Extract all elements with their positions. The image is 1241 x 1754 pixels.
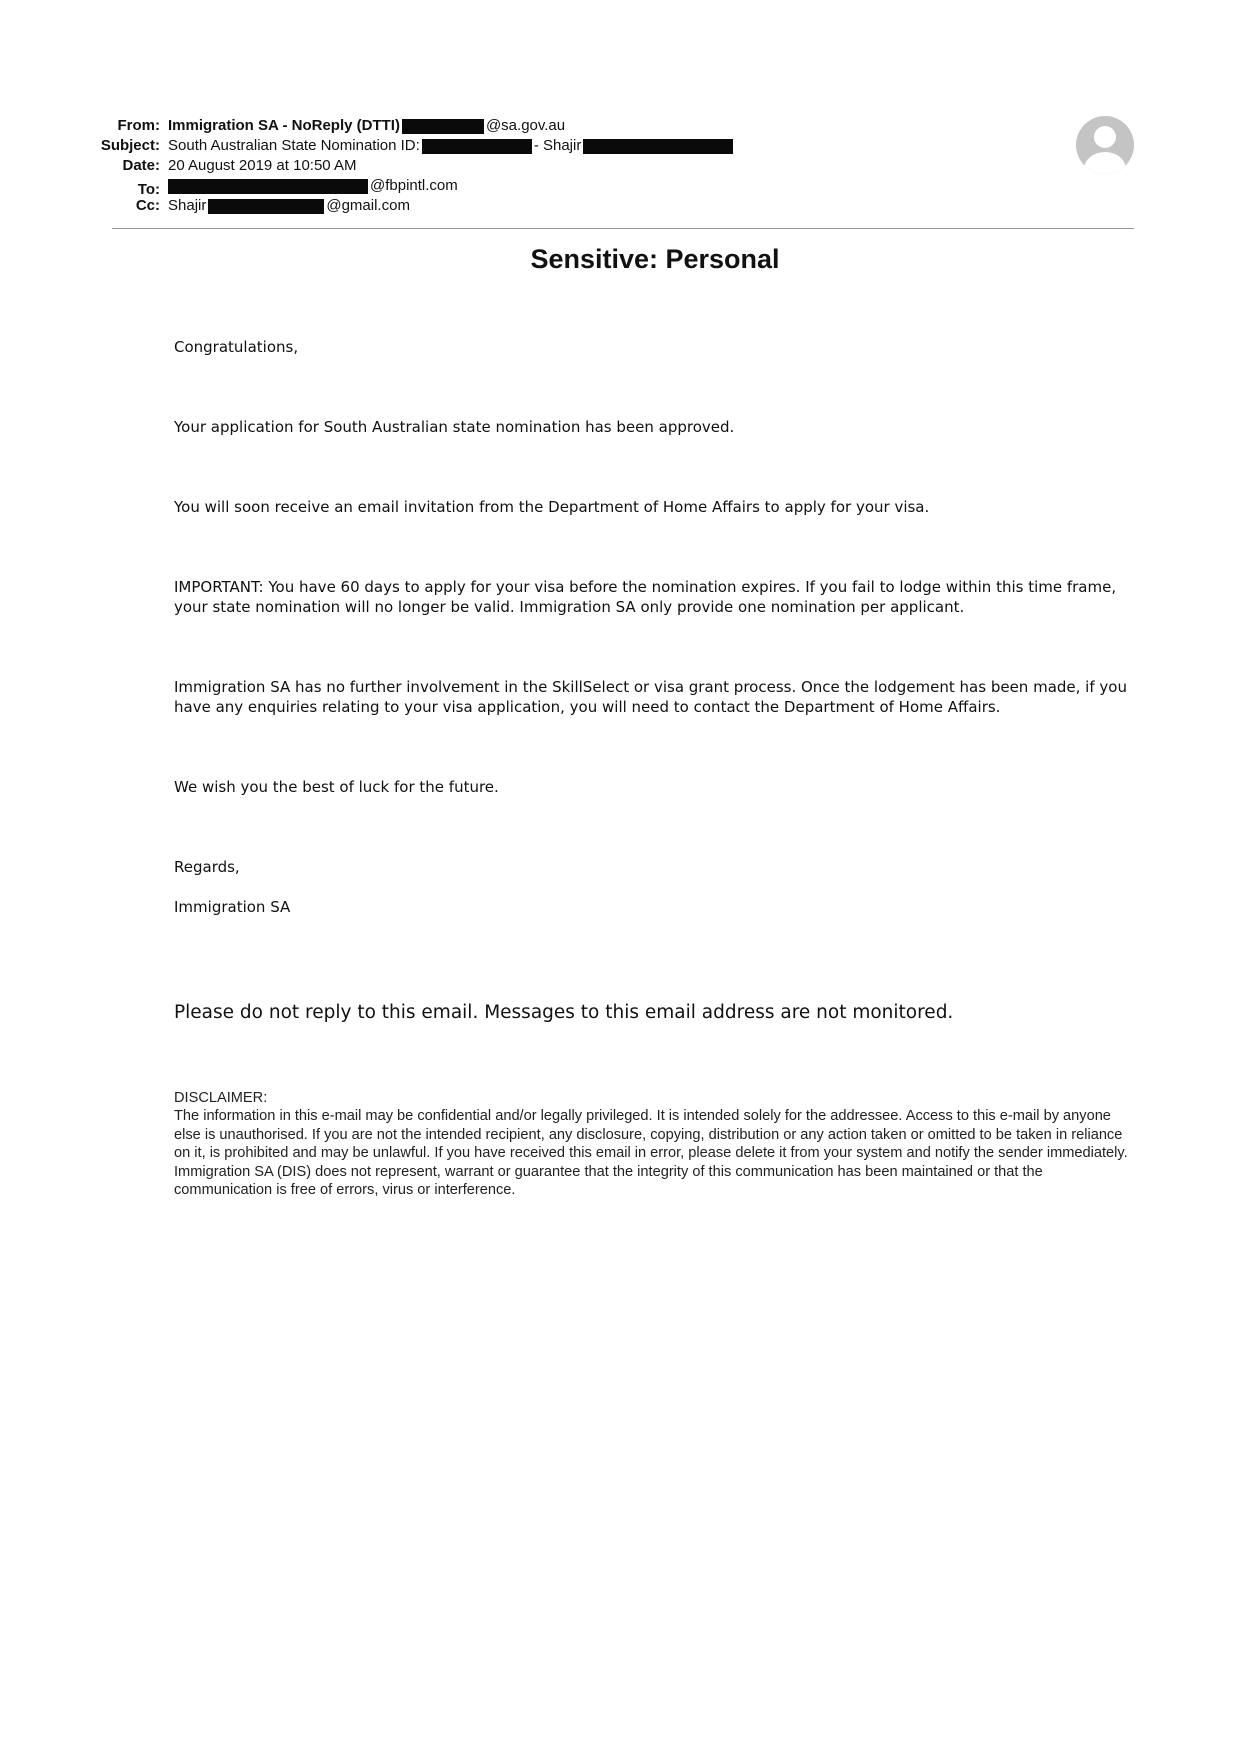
redaction-bar: [208, 199, 324, 214]
signature: Immigration SA: [174, 898, 291, 916]
regards: Regards,: [174, 858, 240, 876]
greeting: Congratulations,: [174, 338, 299, 356]
paragraph-best-wishes: We wish you the best of luck for the future.: [174, 778, 499, 796]
disclaimer-text: The information in this e-mail may be confidential and/or legally privileged. It is intended solely for the addressee. Access to this e-mail by anyone else is unauthorised. If you are not the intended recipient, any disclosure, copying, distribution or any action taken or omitted to be taken in reliance on it, is prohibited and may be unlawful. If you have received this email in error, please delete it from your system and notify the sender immediately. Immigration SA (DIS) does not represent, warrant or guarantee that the integrity of this communication has been maintained or that the communication is free of errors, virus or interference.: [174, 1108, 1128, 1199]
redaction-bar: [583, 139, 733, 154]
to-domain: @fbpintl.com: [370, 177, 458, 194]
email-header: [100, 116, 1020, 216]
sensitivity-title: Sensitive: Personal: [530, 244, 780, 274]
date-value: 20 August 2019 at 10:50 AM: [168, 157, 357, 174]
person-silhouette-icon: [1076, 116, 1134, 174]
cc-row: [100, 196, 1020, 216]
to-row: [100, 176, 1020, 196]
from-name: Immigration SA - NoReply (DTTI): [168, 117, 400, 134]
disclaimer-heading: DISCLAIMER:: [174, 1090, 268, 1106]
subject-row: [100, 136, 1020, 156]
cc-name: Shajir: [168, 197, 207, 214]
redaction-bar: [422, 139, 532, 154]
paragraph-invitation: You will soon receive an email invitation from the Department of Home Affairs to apply for your visa.: [174, 498, 930, 516]
to-label: To:: [137, 180, 160, 198]
from-domain: @sa.gov.au: [485, 117, 566, 134]
disclaimer: [174, 1089, 1134, 1199]
redaction-bar: [402, 119, 484, 134]
from-label: From:: [117, 117, 160, 134]
no-reply-notice: Please do not reply to this email. Messages to this email address are not monitored.: [174, 1002, 954, 1023]
paragraph-important: IMPORTANT: You have 60 days to apply for your visa before the nomination expires. If you fail to lodge within this time frame, your state nomination will no longer be valid. Immigration SA only provide one nomination per applicant.: [174, 578, 1117, 616]
paragraph-involvement: Immigration SA has no further involvement in the SkillSelect or visa grant process. Once the lodgement has been made, if you have any enquiries relating to your visa application, you will need to contact the Department of Home Affairs.: [174, 678, 1127, 716]
cc-domain: @gmail.com: [326, 197, 410, 214]
subject-mid: - Shajir: [533, 137, 582, 154]
redaction-bar: [168, 179, 368, 194]
date-label: Date:: [122, 157, 160, 174]
date-row: [100, 156, 1020, 176]
paragraph-approval: Your application for South Australian state nomination has been approved.: [174, 418, 735, 436]
subject-prefix: South Australian State Nomination ID:: [168, 137, 420, 154]
subject-label: Subject:: [100, 137, 160, 154]
header-divider: [112, 228, 1134, 229]
from-row: [100, 116, 1020, 136]
cc-label: Cc:: [135, 197, 160, 214]
